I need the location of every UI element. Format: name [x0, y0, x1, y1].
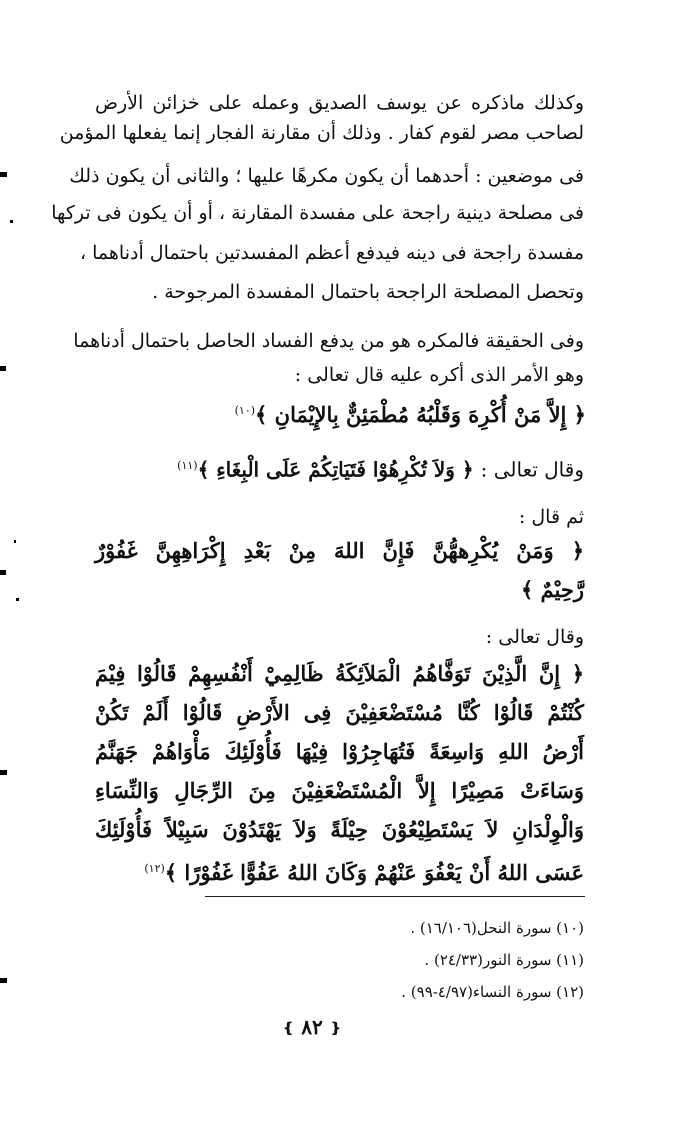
- waqala-2: وقال تعالى :: [485, 626, 584, 648]
- quran-verse-3-line-1: ﴿ وَمَنْ يُكْرِههُّنَّ فَإِنَّ اللهَ مِنْ بَعْدِ إِكْرَاهِهِنَّ غَفُوْرٌ: [95, 538, 584, 563]
- paragraph1-line-2: لصاحب مصر لقوم كفار . وذلك أن مقارنة الفجار إنما يفعلها المؤمن: [59, 122, 584, 144]
- scan-edge-mark: [0, 366, 6, 371]
- footnote-ref-11: (١١): [177, 459, 198, 472]
- paragraph1-line-4: فى مصلحة دينية راجحة على مفسدة المقارنة ، أو أن يكون فى تركها: [51, 202, 584, 224]
- quran-verse-4-line-6-text: عَسَى اللهُ أَنْ يَعْفُوَ عَنْهُمْ وَكَانَ اللهُ عَفُوًّا غَفُوْرًا ﴾: [164, 860, 584, 885]
- footnote-ref-12: (١٢): [144, 862, 165, 875]
- page-number: [272, 1012, 352, 1042]
- footnote-12: (١٢) سورة النساء(٤/٩٧-٩٩) .: [401, 983, 584, 1001]
- paragraph1-line-3: فى موضعين : أحدهما أن يكون مكرهًا عليها ؛ والثانى أن يكون ذلك: [69, 165, 584, 187]
- verse-2-line: [95, 450, 584, 486]
- scan-edge-mark: [14, 540, 16, 543]
- quran-verse-4-line-1: ﴿ إِنَّ الَّذِيْنَ تَوَفَّاهُمُ الْمَلاَئِكَةُ ظَالِمِيْ أَنْفُسِهِمْ قَالُوْا فِيْمَ: [95, 661, 584, 686]
- paragraph1-line-6: وتحصل المصلحة الراجحة باحتمال المفسدة المرجوحة .: [152, 281, 584, 303]
- scan-edge-mark: [0, 770, 7, 775]
- quran-verse-4-line-6: [95, 853, 584, 889]
- paragraph2-line-1: وفى الحقيقة فالمكره هو من يدفع الفساد الحاصل باحتمال أدناهما: [73, 330, 584, 352]
- ornament-right-icon: ❴: [329, 1020, 342, 1037]
- quran-verse-1-text: ﴿ إِلاَّ مَنْ أُكْرِهَ وَقَلْبُهُ مُطْمَئِنٌّ بِالإِيْمَانِ ﴾: [255, 402, 586, 427]
- verse-2-prefix: وقال تعالى :: [480, 457, 584, 482]
- paragraph1-line-5: مفسدة راجحة فى دينه فيدفع أعظم المفسدتين باحتمال أدناهما ،: [79, 242, 584, 264]
- scan-edge-mark: [0, 172, 7, 177]
- thumma-qala: ثم قال :: [518, 506, 584, 528]
- footnote-divider: [205, 896, 585, 897]
- quran-verse-4-line-3: أَرْضُ اللهِ وَاسِعَةً فَتُهَاجِرُوْا فِيْهَا فَأُوْلَئِكَ مَأْوَاهُمْ جَهَنَّمُ: [95, 739, 584, 764]
- quran-verse-4-line-5: وَالْوِلْدَانِ لاَ يَسْتَطِيْعُوْنَ حِيْلَةً وَلاَ يَهْتَدُوْنَ سَبِيْلاً فَأُوْلَئِكَ: [95, 817, 584, 842]
- footnote-ref-10: (١٠): [234, 404, 256, 417]
- scan-edge-mark: [0, 570, 6, 575]
- quran-verse-3-line-2: رَّحِيْمٌ ﴾: [520, 577, 584, 602]
- footnote-10: (١٠) سورة النحل(١٦/١٠٦) .: [410, 919, 584, 937]
- scan-edge-mark: [0, 978, 7, 983]
- quran-verse-4-line-4: وَسَاءَتْ مَصِيْرًا إِلاَّ الْمُسْتَضْعَفِيْنَ مِنَ الرِّجَالِ وَالنِّسَاءِ: [95, 778, 584, 803]
- quran-verse-1: [95, 395, 586, 431]
- scan-edge-mark: [10, 220, 13, 223]
- page-number-text: ٨٢: [301, 1015, 323, 1039]
- scan-edge-mark: [16, 598, 19, 601]
- quran-verse-4-line-2: كُنْتُمْ قَالُوْا كُنَّا مُسْتَضْعَفِيْنَ فِى الأَرْضِ قَالُوْا أَلَمْ تَكُنْ: [95, 700, 584, 725]
- paragraph2-line-2: وهو الأمر الذى أكره عليه قال تعالى :: [294, 364, 584, 386]
- ornament-left-icon: ❵: [282, 1020, 295, 1037]
- paragraph1-line-1: وكذلك ماذكره عن يوسف الصديق وعمله على خزائن الأرض: [95, 92, 584, 114]
- quran-verse-2-text: ﴿ وَلاَ تُكْرِهُوْا فَتَيَاتِكُمْ عَلَى الْبِغَاءِ ﴾: [197, 457, 474, 482]
- footnote-11: (١١) سورة النور(٢٤/٣٣) .: [424, 951, 584, 969]
